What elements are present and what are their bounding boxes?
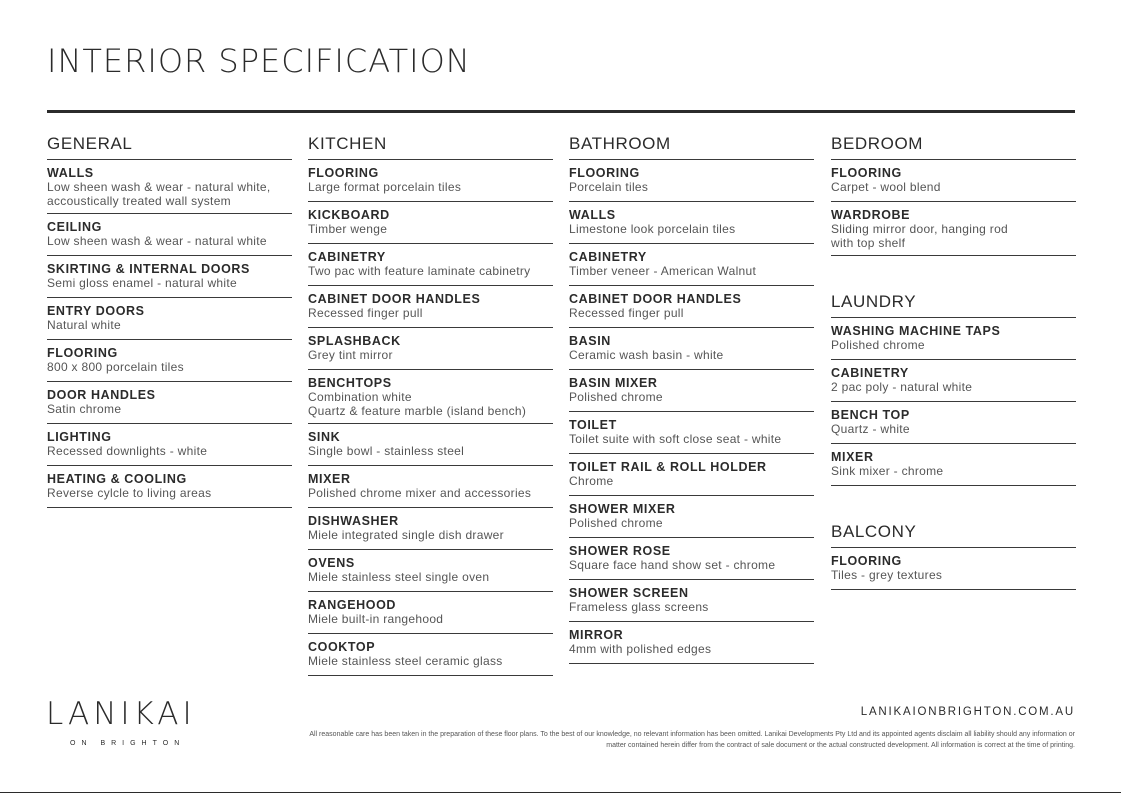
spec-section-balcony [831,522,1076,590]
spec-item [569,538,814,580]
spec-item [308,550,553,592]
spec-section-laundry [831,292,1076,486]
spec-item [569,496,814,538]
spec-item-label: FLOORING [47,346,118,360]
spec-item [569,454,814,496]
spec-item-value: 2 pac poly - natural white [831,380,973,394]
spec-item [47,298,292,340]
spec-item [47,340,292,382]
spec-item-label: COOKTOP [308,640,376,654]
spec-item-value: Toilet suite with soft close seat - white [569,432,782,446]
spec-item [47,466,292,508]
spec-item-value: Low sheen wash & wear - natural white, accoustically treated wall system [47,180,271,208]
spec-item [308,328,553,370]
spec-item-value: Two pac with feature laminate cabinetry [308,264,531,278]
spec-item-label: SHOWER SCREEN [569,586,689,600]
spec-item-value: Polished chrome [831,338,925,352]
spec-item-value: Porcelain tiles [569,180,649,194]
spec-item-label: CEILING [47,220,102,234]
logo-wordmark: LANIKAI [46,696,196,732]
spec-item-label: BENCHTOPS [308,376,392,390]
spec-item-label: WALLS [47,166,94,180]
spec-section-bedroom [831,134,1076,256]
spec-item-value: Miele integrated single dish drawer [308,528,504,542]
spec-item [308,508,553,550]
spec-item-value: Sink mixer - chrome [831,464,944,478]
spec-item-value: Semi gloss enamel - natural white [47,276,237,290]
logo-subtitle: ON BRIGHTON [70,740,186,747]
spec-item-value: Tiles - grey textures [831,568,943,582]
spec-item-label: FLOORING [308,166,379,180]
spec-item-label: BASIN [569,334,611,348]
spec-item-label: SINK [308,430,341,444]
spec-item-label: CABINETRY [308,250,386,264]
spec-item-label: RANGEHOOD [308,598,397,612]
section-heading: GENERAL [47,134,292,160]
spec-item-label: DISHWASHER [308,514,399,528]
spec-item [308,244,553,286]
disclaimer-text: All reasonable care has been taken in the preparation of these floor plans. To the best of our knowledge, no relevant information has been omitted. Lanikai Developments Pty Ltd and its appointed agents disclaim all liability should any information or matter contained herein differ from the contract of sale document or the actual constructed development. All information is correct at the time of printing. [309,731,1075,749]
section-heading: LAUNDRY [831,292,1076,318]
spec-item-label: BASIN MIXER [569,376,658,390]
spec-item-label: MIXER [308,472,351,486]
spec-item [569,286,814,328]
spec-item [308,202,553,244]
spec-column-4 [831,134,1076,590]
spec-item-value: Frameless glass screens [569,600,709,614]
spec-item-value: Ceramic wash basin - white [569,348,724,362]
spec-item-label: SHOWER MIXER [569,502,676,516]
spec-item-label: WASHING MACHINE TAPS [831,324,1001,338]
spec-item-label: SKIRTING & INTERNAL DOORS [47,262,250,276]
spec-section-general [47,134,292,508]
spec-item [569,622,814,664]
spec-item [308,424,553,466]
spec-item [569,580,814,622]
spec-item-value: Natural white [47,318,121,332]
spec-item [47,256,292,298]
spec-item-label: MIRROR [569,628,624,642]
spec-item [831,160,1076,202]
spec-item-value: Polished chrome [569,516,663,530]
spec-item-label: LIGHTING [47,430,112,444]
spec-item [569,412,814,454]
section-heading: KITCHEN [308,134,553,160]
section-heading: BALCONY [831,522,1076,548]
spec-item-value: Quartz - white [831,422,910,436]
brand-logo [46,696,196,747]
spec-item-label: CABINET DOOR HANDLES [308,292,481,306]
section-heading: BEDROOM [831,134,1076,160]
spec-item-label: FLOORING [831,166,902,180]
spec-item [47,424,292,466]
spec-item-value: Recessed finger pull [308,306,423,320]
spec-item-value: 4mm with polished edges [569,642,712,656]
spec-item [831,402,1076,444]
bottom-divider [0,792,1121,793]
spec-item-label: SHOWER ROSE [569,544,671,558]
spec-item-label: MIXER [831,450,874,464]
spec-item [47,382,292,424]
spec-item [831,360,1076,402]
spec-item-value: Satin chrome [47,402,122,416]
spec-item-label: FLOORING [831,554,902,568]
spec-item-label: KICKBOARD [308,208,390,222]
spec-item [308,160,553,202]
spec-item-value: Combination white Quartz & feature marble (island bench) [308,390,527,418]
spec-item [308,286,553,328]
spec-section-bathroom [569,134,814,664]
spec-item-label: TOILET [569,418,617,432]
spec-item [308,634,553,676]
spec-item [569,160,814,202]
spec-item-value: Chrome [569,474,614,488]
spec-item [569,202,814,244]
spec-item [831,548,1076,590]
spec-item-label: WALLS [569,208,616,222]
spec-item-label: ENTRY DOORS [47,304,145,318]
spec-item-label: CABINETRY [569,250,647,264]
spec-item-label: FLOORING [569,166,640,180]
spec-item-value: Miele built-in rangehood [308,612,444,626]
spec-item-value: Square face hand show set - chrome [569,558,776,572]
spec-item-value: Polished chrome mixer and accessories [308,486,532,500]
spec-item-label: DOOR HANDLES [47,388,156,402]
spec-item-value: Limestone look porcelain tiles [569,222,736,236]
spec-item-value: Low sheen wash & wear - natural white [47,234,267,248]
title-divider [47,110,1075,113]
spec-item [831,444,1076,486]
spec-item-label: CABINETRY [831,366,909,380]
spec-item-value: Large format porcelain tiles [308,180,462,194]
website-url[interactable]: LANIKAIONBRIGHTON.COM.AU [860,706,1075,718]
spec-item-label: BENCH TOP [831,408,910,422]
spec-item-label: WARDROBE [831,208,911,222]
section-heading: BATHROOM [569,134,814,160]
spec-item-value: Timber wenge [308,222,388,236]
spec-item-value: Miele stainless steel single oven [308,570,490,584]
spec-item-label: HEATING & COOLING [47,472,187,486]
spec-column-3 [569,134,814,664]
spec-item-label: SPLASHBACK [308,334,401,348]
spec-item-value: Recessed downlights - white [47,444,208,458]
spec-item-value: Carpet - wool blend [831,180,941,194]
spec-item [569,370,814,412]
spec-item-label: CABINET DOOR HANDLES [569,292,742,306]
spec-item-label: TOILET RAIL & ROLL HOLDER [569,460,767,474]
spec-item-value: Reverse cylcle to living areas [47,486,212,500]
spec-item [569,328,814,370]
spec-item [47,160,292,214]
page-title: INTERIOR SPECIFICATION [47,42,471,80]
spec-section-kitchen [308,134,553,676]
spec-item [308,592,553,634]
spec-item-value: 800 x 800 porcelain tiles [47,360,184,374]
spec-item [47,214,292,256]
spec-column-2 [308,134,553,676]
spec-item [569,244,814,286]
spec-item [308,370,553,424]
spec-item-value: Sliding mirror door, hanging rod with top shelf [831,222,1009,250]
spec-item-value: Single bowl - stainless steel [308,444,465,458]
spec-item-value: Timber veneer - American Walnut [569,264,757,278]
spec-item [831,318,1076,360]
spec-item-value: Miele stainless steel ceramic glass [308,654,503,668]
spec-item-value: Polished chrome [569,390,663,404]
spec-column-1 [47,134,292,508]
spec-item [308,466,553,508]
spec-item-value: Recessed finger pull [569,306,684,320]
spec-item [831,202,1076,256]
spec-item-value: Grey tint mirror [308,348,393,362]
spec-item-label: OVENS [308,556,355,570]
